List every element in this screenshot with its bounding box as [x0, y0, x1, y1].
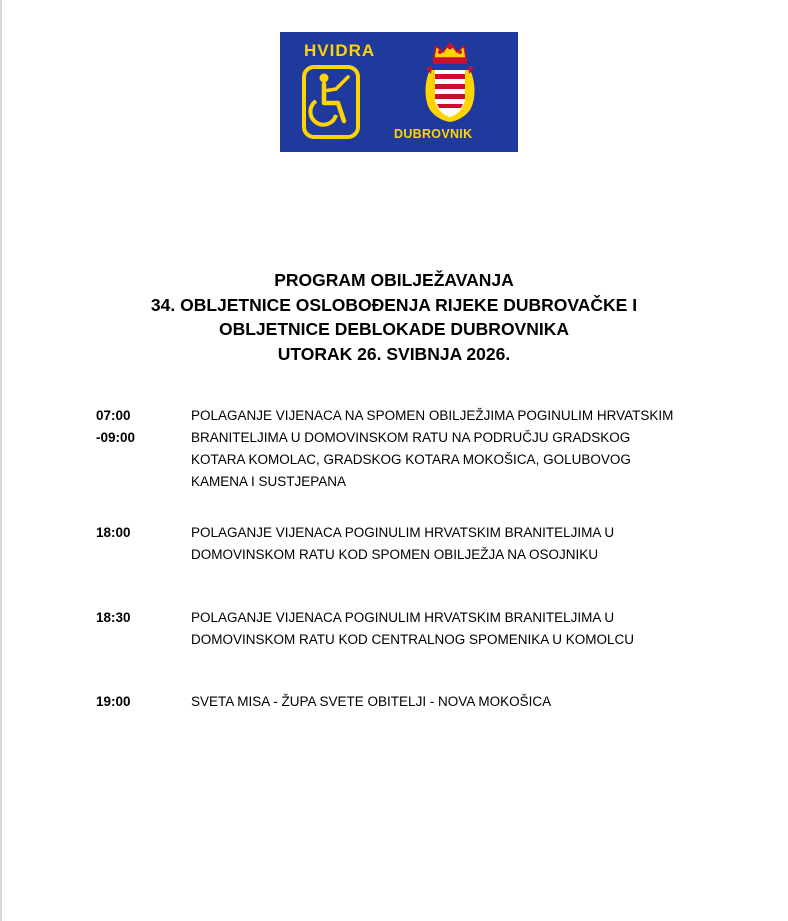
description-line: SVETA MISA - ŽUPA SVETE OBITELJI - NOVA MOKOŠICA	[191, 694, 552, 709]
program-heading	[0, 268, 788, 366]
description-line: KOTARA KOMOLAC, GRADSKOG KOTARA MOKOŠICA, GOLUBOVOG	[191, 452, 631, 467]
heading-line-3: OBLJETNICE DEBLOKADE DUBROVNIKA	[218, 319, 570, 339]
heading-line-2: 34. OBLJETNICE OSLOBOĐENJA RIJEKE DUBROVAČKE I	[150, 294, 638, 315]
heading-line-1: PROGRAM OBILJEŽAVANJA	[274, 270, 514, 290]
description-line: KAMENA I SUSTJEPANA	[191, 474, 347, 489]
schedule-time	[96, 691, 131, 713]
schedule-time	[96, 522, 131, 544]
logo-city-name: DUBROVNIK	[394, 127, 473, 141]
time-start: 19:00	[96, 694, 131, 709]
description-line: POLAGANJE VIJENACA POGINULIM HRVATSKIM BRANITELJIMA U	[191, 525, 615, 540]
schedule-description	[191, 522, 614, 566]
schedule-time	[96, 607, 131, 629]
description-line: DOMOVINSKOM RATU KOD SPOMEN OBILJEŽJA NA OSOJNIKU	[191, 547, 599, 562]
schedule-description	[191, 405, 673, 493]
wheelchair-soldier-icon	[302, 65, 360, 139]
schedule-description	[191, 691, 551, 713]
logo-org-name: HVIDRA	[304, 41, 376, 60]
time-end: -09:00	[96, 430, 136, 445]
schedule-time	[96, 405, 135, 449]
description-line: DOMOVINSKOM RATU KOD CENTRALNOG SPOMENIKA U KOMOLCU	[191, 632, 635, 647]
description-line: BRANITELJIMA U DOMOVINSKOM RATU NA PODRUČJU GRADSKOG	[191, 430, 631, 445]
description-line: POLAGANJE VIJENACA NA SPOMEN OBILJEŽJIMA POGINULIM HRVATSKIM	[191, 408, 674, 423]
time-start: 18:30	[96, 610, 131, 625]
dubrovnik-coat-of-arms-icon	[422, 40, 478, 124]
time-start: 07:00	[96, 408, 131, 423]
description-line: POLAGANJE VIJENACA POGINULIM HRVATSKIM BRANITELJIMA U	[191, 610, 615, 625]
page-edge	[0, 0, 2, 921]
schedule-description	[191, 607, 634, 651]
time-start: 18:00	[96, 525, 131, 540]
heading-line-4: UTORAK 26. SVIBNJA 2026.	[277, 343, 511, 364]
hvidra-logo	[280, 32, 518, 152]
